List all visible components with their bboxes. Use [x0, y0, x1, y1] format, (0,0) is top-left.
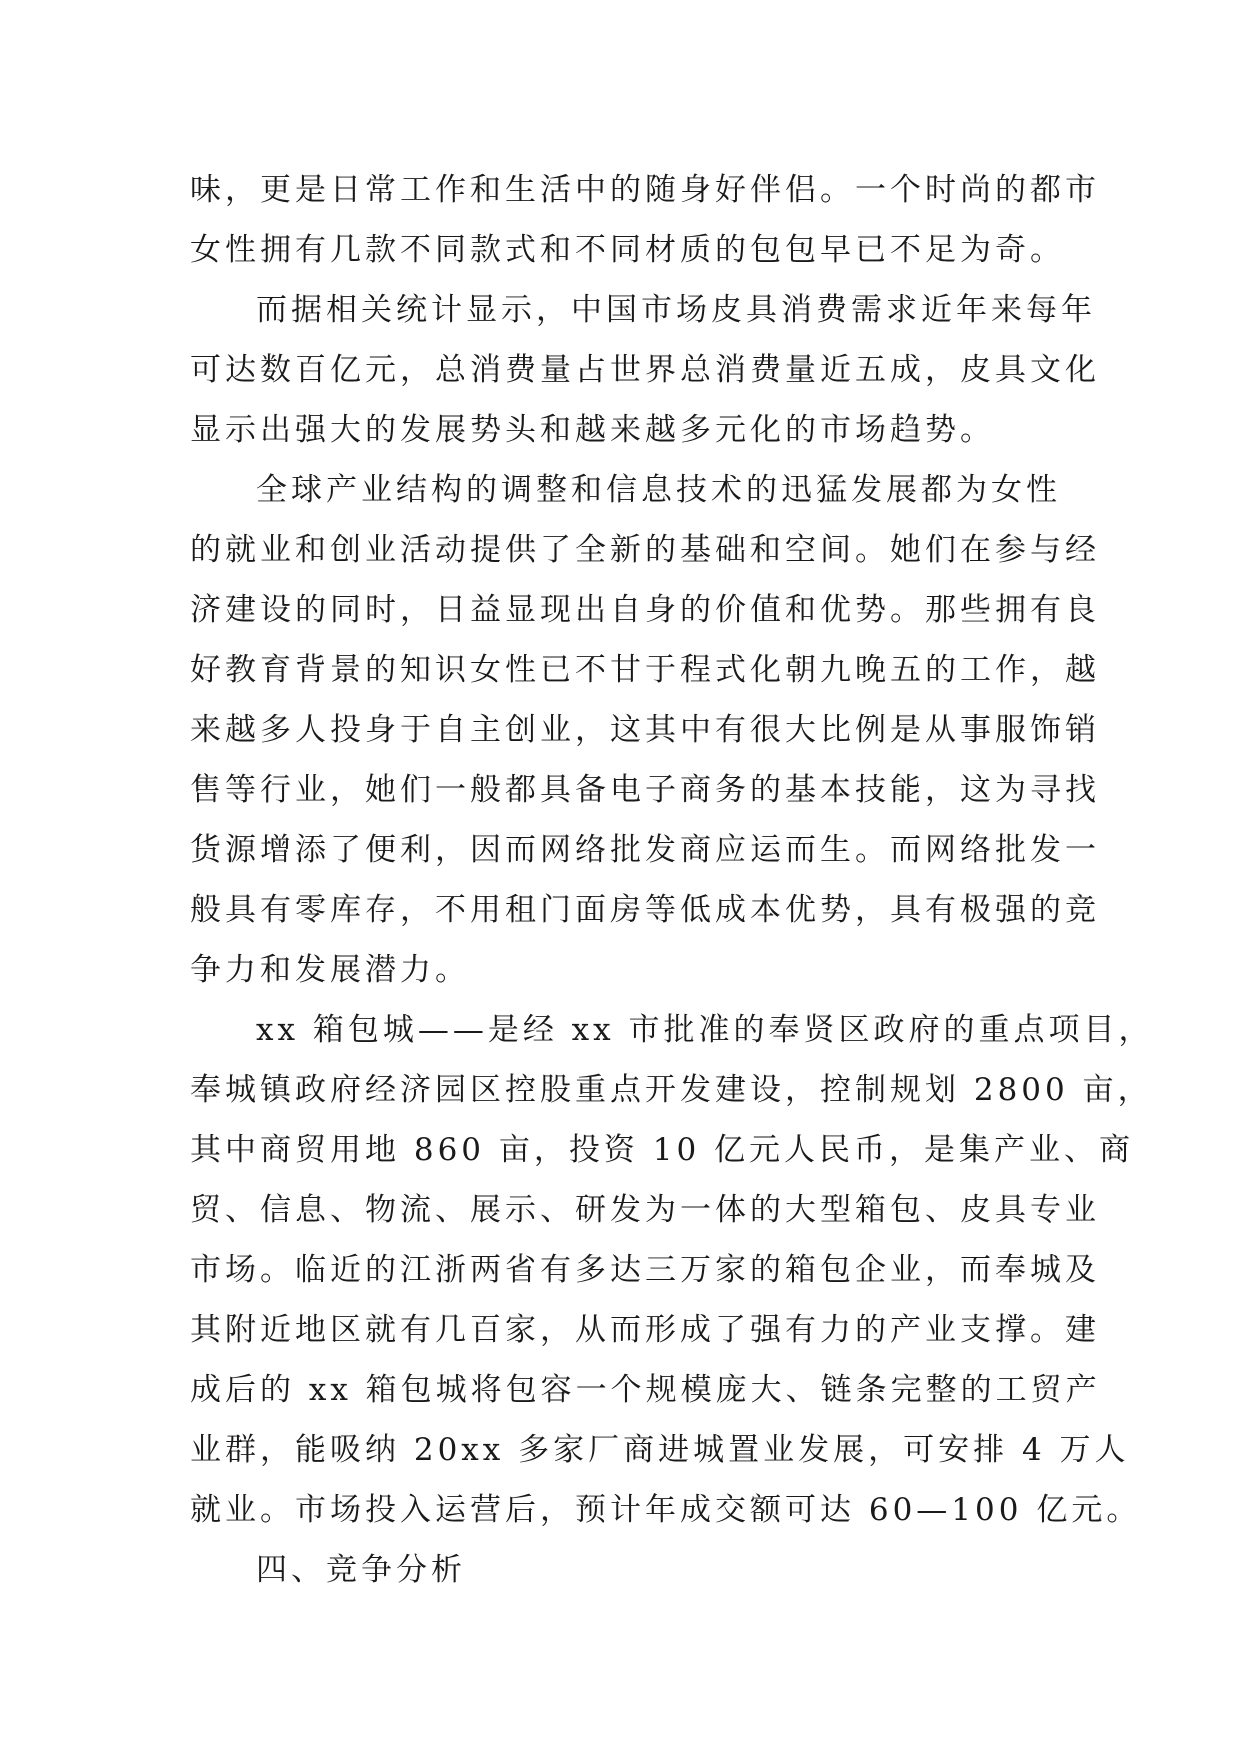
- paragraph-line: 味，更是日常工作和生活中的随身好伴侣。一个时尚的都市: [190, 172, 1100, 208]
- paragraph-2: [190, 280, 1100, 460]
- paragraph-line: 好教育背景的知识女性已不甘于程式化朝九晚五的工作，越: [190, 652, 1100, 688]
- paragraph-line: 奉城镇政府经济园区控股重点开发建设，控制规划 2800 亩，: [190, 1072, 1153, 1108]
- paragraph-4: [190, 1000, 1154, 1540]
- paragraph-3: [190, 460, 1100, 1000]
- paragraph-line: 其附近地区就有几百家，从而形成了强有力的产业支撑。建: [190, 1312, 1100, 1348]
- paragraph-line: 般具有零库存，不用租门面房等低成本优势，具有极强的竞: [190, 892, 1100, 928]
- paragraph-1: [190, 160, 1100, 280]
- paragraph-line: 全球产业结构的调整和信息技术的迅猛发展都为女性: [256, 472, 1061, 508]
- paragraph-line: 来越多人投身于自主创业，这其中有很大比例是从事服饰销: [190, 712, 1100, 748]
- paragraph-line: 可达数百亿元，总消费量占世界总消费量近五成，皮具文化: [190, 352, 1100, 388]
- paragraph-line: 的就业和创业活动提供了全新的基础和空间。她们在参与经: [190, 532, 1100, 568]
- paragraph-line: 显示出强大的发展势头和越来越多元化的市场趋势。: [190, 412, 995, 448]
- paragraph-line: xx 箱包城——是经 xx 市批准的奉贤区政府的重点项目，: [256, 1012, 1154, 1048]
- paragraph-line: 女性拥有几款不同款式和不同材质的包包早已不足为奇。: [190, 232, 1065, 268]
- document-body: [190, 160, 1154, 1600]
- paragraph-line: 售等行业，她们一般都具备电子商务的基本技能，这为寻找: [190, 772, 1100, 808]
- paragraph-line: 业群，能吸纳 20xx 多家厂商进城置业发展，可安排 4 万人: [190, 1432, 1130, 1468]
- paragraph-line: 成后的 xx 箱包城将包容一个规模庞大、链条完整的工贸产: [190, 1372, 1101, 1408]
- paragraph-line: 市场。临近的江浙两省有多达三万家的箱包企业，而奉城及: [190, 1252, 1100, 1288]
- paragraph-line: 货源增添了便利，因而网络批发商应运而生。而网络批发一: [190, 832, 1100, 868]
- paragraph-line: 济建设的同时，日益显现出自身的价值和优势。那些拥有良: [190, 592, 1100, 628]
- section-heading: 四、竞争分析: [256, 1552, 466, 1588]
- paragraph-line: 争力和发展潜力。: [190, 952, 470, 988]
- paragraph-line: 就业。市场投入运营后，预计年成交额可达 60—100 亿元。: [190, 1492, 1142, 1528]
- paragraph-line: 贸、信息、物流、展示、研发为一体的大型箱包、皮具专业: [190, 1192, 1100, 1228]
- paragraph-line: 而据相关统计显示，中国市场皮具消费需求近年来每年: [256, 292, 1096, 328]
- paragraph-line: 其中商贸用地 860 亩，投资 10 亿元人民币，是集产业、商: [190, 1132, 1135, 1168]
